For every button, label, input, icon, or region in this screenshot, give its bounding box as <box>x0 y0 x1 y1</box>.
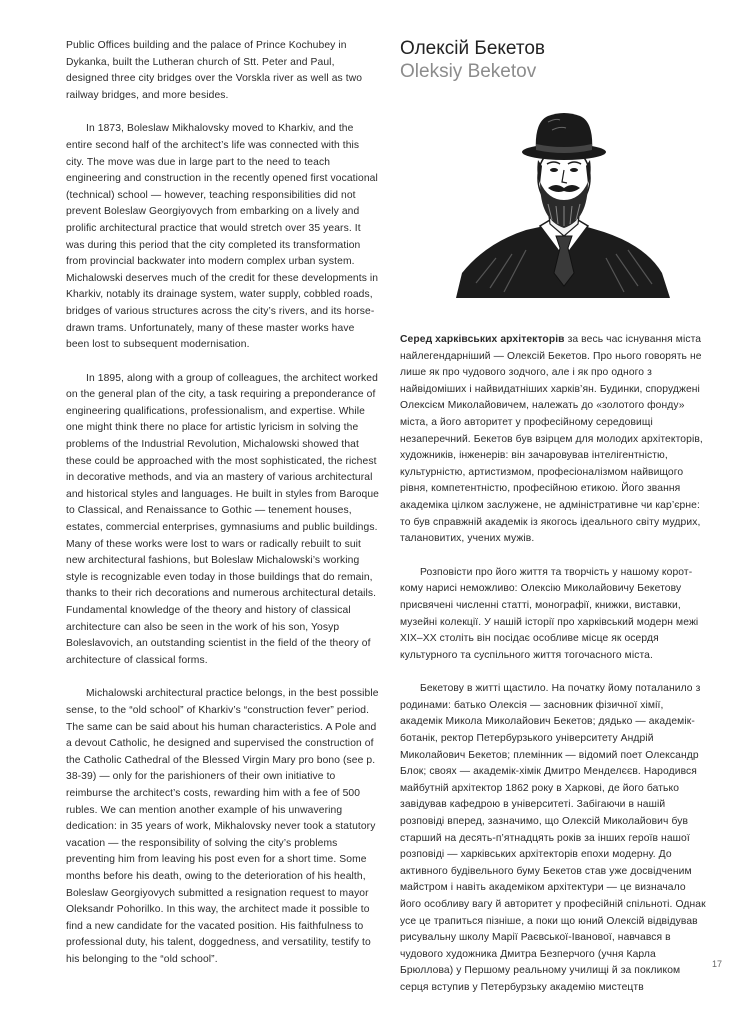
right-eye <box>570 168 578 172</box>
ukrainian-paragraph-1 <box>400 332 706 548</box>
portrait-illustration <box>456 108 670 298</box>
paragraph-2: In 1873, Boleslaw Mikhalovsky moved to Kharkiv, and the entire second half of the architect’s life was connected with this city. The move was due in large part to the need to teach engineering and construction in the recently opened first vocational (technical) school — however, teaching responsibilities did not prevent Boleslaw Georgiyovych from embarking on a lively and prolific architectural practice that would stretch over 35 years. It was during this period that the city completed its transformation from provincial backwater into modern complex urban system. Michalowski deserves much of the credit for these developments in Kharkiv, notably its drainage system, water supply, cobbled roads, bridges of various structures across the city’s rivers, and its horse-drawn trams. Unfortunately, many of these master works have been lost to subsequent modernisation. <box>66 123 379 351</box>
ukrainian-paragraph-3: Бекетову в житті щастило. На початку йому поталанило з родинами: батько Олексія — засновник фізичної хімії, академік Микола Миколайович Бекетов; дядько — академік-ботанік, ректор Петербурзького університету Андрій Миколайович Бекетов; племінник — відомий поет Олександр Блок; своях — академік-хімік Дмитро Менделєєв. Народився майбутній архітектор 1862 року в Харкові, де його батько завідував кафедрою в університеті. Забігаючи в нашій розповіді вперед, зазначимо, що Олексій Миколайович був старший на десять-п’ятнадцять років за інших героїв нашої розповіді — харківських архітекторів епохи модерну. До активного будівельного буму Бекетов став уже досвідченим майстром і навіть академіком архітектури — це визначало його особливу вагу й авторитет у професійній спільноті. Однак усе це трапиться пізніше, а поки що юний Олексій відвідував рисувальну школу Марії Раєвської-Іванової, навчався в чудового художника Дмитра Безперчого (учня Карла Брюллова) у Першому реальному училищі й за покликом серця вступив у Петербурзьку академію мистецтв <box>400 683 706 993</box>
title-ukrainian: Олексій Бекетов <box>400 38 546 59</box>
paragraph-1: Public Offices building and the palace of Prince Kochubey in Dykanka, built the Lutheran church of Stt. Peter and Paul, designed three city bridges over the Vorskla river as well as two railway bridges, and more besides. <box>66 40 363 101</box>
paragraph-3: In 1895, along with a group of colleagues, the architect worked on the general plan of the city, a task requiring a preponderance of engineering qualifications, professionalism, and expertise. While one might think there no place for artistic lyricism in solving the problems of the Industrial Revolution, Michalowski showed that these could be approached with the most sophisticated, the richest in decorative methods, and via an mastery of various architectural and historical styles and languages. He built in styles from Baroque to Classical, and Renaissance to Gothic — tenement houses, estates, commercial enterprises, gymnasiums and public buildings. Many of these works were lost to wars or radically rebuilt to suit new architectural fashions, but Boleslaw Michalowski’s working style is recognizable even today in those buildings that do remain, thanks to their rich decorations and numerous architectural details. Fundamental knowledge of the theory and history of classical architecture can also be seen in the work of his son, Yosyp Boleslavovich, an outstanding scientist in the field of the theory of architecture of classical forms. <box>66 372 380 666</box>
english-column <box>66 38 379 985</box>
left-eye <box>550 168 558 172</box>
paragraph-4: Michalowski architectural practice belongs, in the best possible sense, to the “old school” of Kharkiv’s “construction fever” period. The same can be said about his human characteristics. A Pole and a devout Catholic, he designed and supervised the construction of the Catholic Cathedral of the Blessed Virgin Mary pro bono (see p. 38-39) — only for the parishioners of their own initiative to reimburse the architect’s costs, rewarding him with a fee of 500 rubles. We can mention another example of his unwavering dedication: in 35 years of work, Mikhalovsky never took a statutory vacation — the responsibility of solving the city’s problems preventing him from leaving his post even for a short time. Some months before his death, owing to the deterioration of his health, Boleslaw Georgiyovych submitted a resignation request to mayor Oleksandr Pohorilko. In this way, the architect made it possible to find a new candidate for the vacated position. His faithfulness to professional duty, his talent, doggedness, and versatility, testify to his belonging to the “old school”. <box>66 688 379 965</box>
title-block <box>400 38 706 84</box>
page-number: 17 <box>712 959 723 969</box>
ukrainian-column <box>400 332 706 1014</box>
ukrainian-paragraph-2: Розповісти про його життя та творчість у нашому короткому нарисі неможливо: Олексію Миколайовичу Бекетову присвячені численні статті, монографії, книжки, виставки, музейні колекції. У нашій історії про харківський модерн межі XIX–XX століть він посідає особливе місце як осердя культурного та суспільного життя тогочасного міста. <box>400 566 699 661</box>
paragraph-1-text: за весь час існування міста найлегендарніший — Олексій Бекетов. Про нього говорять не лише як про чудового зодчого, але і як про одного з найвідоміших і найвидатніших харків’ян. Будинки, споруджені Олексієм Миколайовичем, належать до «золотого фонду» міста, а його авторитет у професійному середовищі незаперечний. Бекетов був взірцем для молодих архітекторів, художників, інженерів: він зачаровував інтелігентністю, культурністю, артистизмом, професіоналізмом найвищого рівня, компетентністю, професійною етикою. Його звання академіка цілком заслужене, не адміністративне чи кар’єрне: то був справжній академік із якогось ідеального світу мудрих, талановитих, учених мужів. <box>400 334 703 545</box>
lead-phrase: Серед харківських архітекторів <box>400 334 565 345</box>
title-english: Oleksiy Beketov <box>400 61 537 82</box>
